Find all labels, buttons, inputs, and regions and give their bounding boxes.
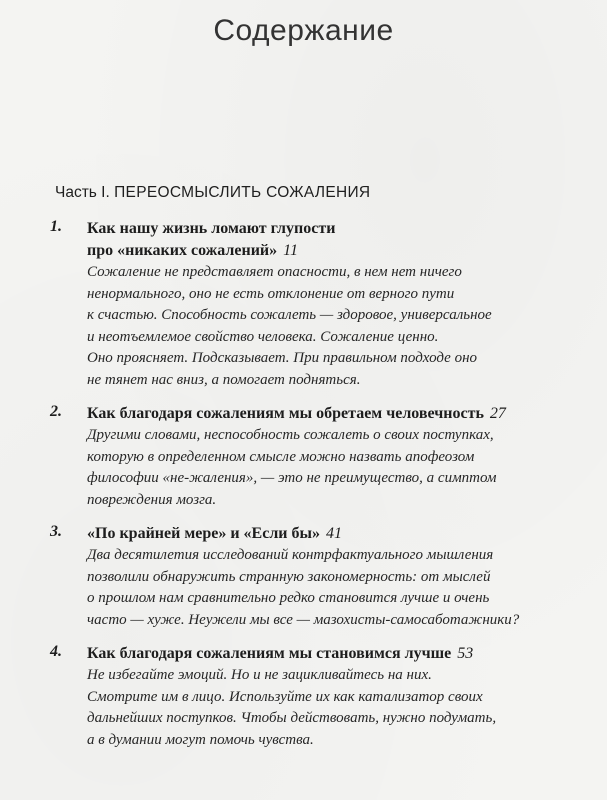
entry-title[interactable] <box>87 218 570 262</box>
description-line: Оно проясняет. Подсказывает. При правильном подходе оно <box>87 350 478 366</box>
description-line: о прошлом нам сравнительно редко становится лучше и очень <box>87 590 490 606</box>
description-line: которую в определенном смысле можно назвать апофеозом <box>87 448 475 465</box>
entry-title-line: Как нашу жизнь ломают глупости <box>87 220 336 237</box>
description-line: ненормального, оно не есть отклонение от верного пути <box>87 285 455 302</box>
entry-title-line: Как благодаря сожалениям мы обретаем человечность <box>87 405 484 422</box>
toc-entries <box>50 218 570 761</box>
description-line: Два десятилетия исследований контрфактуального мышления <box>87 547 494 563</box>
toc-entry[interactable] <box>50 643 570 751</box>
toc-entry[interactable] <box>50 403 570 511</box>
description-line: и неотъемлемое свойство человека. Сожаление ценно. <box>87 328 439 345</box>
description-line: часто — хуже. Неужели мы все — мазохисты-самосаботажники? <box>87 611 520 628</box>
entry-description <box>87 425 570 511</box>
entry-title[interactable] <box>87 643 570 665</box>
entry-number: 3. <box>50 523 62 540</box>
description-line: философии «не-жаления», — это не преимущество, а симптом <box>87 470 497 486</box>
description-line: Сожаление не представляет опасности, в нем нет ничего <box>87 264 462 280</box>
entry-description <box>87 545 570 631</box>
entry-description <box>87 665 570 751</box>
description-line: а в думании могут помочь чувства. <box>87 731 314 748</box>
entry-page-number: 27 <box>489 405 506 422</box>
entry-title[interactable] <box>87 403 570 425</box>
entry-number: 4. <box>50 643 62 660</box>
page-title: Содержание <box>213 14 394 47</box>
description-line: повреждения мозга. <box>87 491 217 508</box>
entry-number: 2. <box>50 403 62 420</box>
description-line: не тянет нас вниз, а помогает подняться. <box>87 371 361 388</box>
description-line: позволили обнаружить странную закономерность: от мыслей <box>87 568 491 585</box>
description-line: к счастью. Способность сожалеть — здоровое, универсальное <box>87 307 492 323</box>
toc-entry[interactable] <box>50 218 570 391</box>
part-name: ПЕРЕОСМЫСЛИТЬ СОЖАЛЕНИЯ <box>114 184 371 201</box>
entry-title-line: «По крайней мере» и «Если бы» <box>87 525 320 542</box>
entry-description <box>87 262 570 391</box>
entry-page-number: 53 <box>457 645 474 662</box>
description-line: дальнейших поступков. Чтобы действовать, нужно подумать, <box>87 710 497 726</box>
entry-page-number: 11 <box>283 242 298 259</box>
description-line: Смотрите им в лицо. Используйте их как катализатор своих <box>87 688 483 705</box>
description-line: Другими словами, неспособность сожалеть о своих поступках, <box>87 427 494 443</box>
entry-title-line: про «никаких сожалений» <box>87 242 278 259</box>
part-prefix: Часть I. <box>55 184 110 201</box>
description-line: Не избегайте эмоций. Но и не зацикливайтесь на них. <box>87 667 432 683</box>
toc-entry[interactable] <box>50 523 570 631</box>
part-heading <box>55 184 370 202</box>
entry-number: 1. <box>50 218 62 235</box>
entry-title[interactable] <box>87 523 570 545</box>
entry-title-line: Как благодаря сожалениям мы становимся лучше <box>87 645 452 662</box>
entry-page-number: 41 <box>326 525 342 542</box>
